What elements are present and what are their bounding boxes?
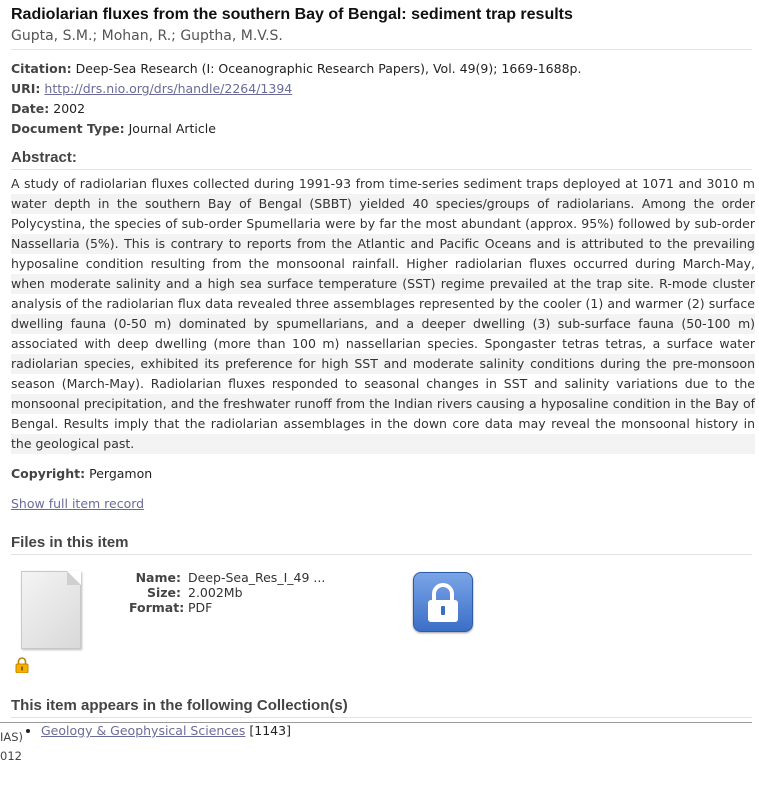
access-lock-icon[interactable]	[413, 572, 473, 632]
date-label: Date:	[11, 101, 50, 116]
page-title: Radiolarian fluxes from the southern Bay of Bengal: sediment trap results	[11, 6, 573, 23]
uri-row	[11, 79, 752, 99]
doctype-row	[11, 119, 752, 139]
citation-value: Deep-Sea Research (I: Oceanographic Research Papers), Vol. 49(9); 1669-1688p.	[75, 61, 582, 76]
footer	[0, 722, 752, 723]
item-view	[11, 0, 755, 740]
footer-line-1: IAS)	[0, 730, 24, 744]
metadata	[11, 59, 752, 139]
uri-label: URI:	[11, 81, 41, 96]
file-format-label: Format:	[129, 600, 185, 615]
list-item	[41, 722, 752, 740]
authors: Gupta, S.M.; Mohan, R.; Guptha, M.V.S.	[11, 28, 283, 44]
collections-list	[11, 722, 752, 740]
abstract-heading: Abstract:	[11, 149, 77, 166]
abstract-text: A study of radiolarian fluxes collected during 1991-93 from time-series sediment traps deployed at 1071 and 3010 m water depth in the southern Bay of Bengal (SBBT) yielded 40 species/groups of radiolarians. Among the order Polycystina, the species of sub-order Spumellaria were by far the most abundant (approx. 95%) followed by sub-order Nassellaria (5%). This is contrary to reports from the Atlantic and Pacific Oceans and is attributed to the prevailing hyposaline condition resulting from the monsoonal rainfall. Higher radiolarian fluxes occurred during March-May, when moderate salinity and a high sea surface temperature (SST) regime prevailed at the trap site. R-mode cluster analysis of the radiolarian flux data revealed three assemblages represented by the cooler (1) and warmer (2) surface dwelling fauna (0-50 m) dominated by spumellarians, and a deeper dwelling (3) sub-surface fauna (50-100 m) associated with deep dwelling (more than 100 m) nassellarian species. Spongaster tetras tetras, a surface water radiolarian species, exhibited its preference for high SST and moderate salinity conditions during the pre-monsoon season (March-May). Radiolarian fluxes responded to seasonal changes in SST and salinity variations due to the monsoonal precipitation, and the freshwater runoff from the Indian rivers causing a hyposaline condition in the Bay of Bengal. Results imply that the radiolarian assemblages in the down core data may reveal the monsoonal history in the geological past.	[11, 174, 755, 454]
copyright-label: Copyright:	[11, 466, 86, 481]
abstract-text-block	[11, 174, 755, 454]
date-value: 2002	[53, 101, 86, 116]
citation-label: Citation:	[11, 61, 72, 76]
divider	[11, 717, 752, 718]
copyright-value: Pergamon	[89, 466, 153, 481]
file-thumbnail-icon[interactable]	[21, 571, 81, 649]
files-heading: Files in this item	[11, 534, 129, 551]
date-row	[11, 99, 752, 119]
file-name-value: Deep-Sea_Res_I_49 ...	[188, 570, 326, 585]
file-format-value: PDF	[188, 600, 213, 615]
divider	[11, 169, 752, 170]
divider	[11, 49, 752, 50]
citation-row	[11, 59, 752, 79]
footer-line-2: 012	[0, 749, 22, 763]
restricted-lock-icon	[15, 657, 29, 673]
uri-link[interactable]: http://drs.nio.org/drs/handle/2264/1394	[44, 81, 293, 96]
collection-count: [1143]	[249, 723, 291, 738]
file-name-label: Name:	[135, 570, 181, 585]
copyright-row	[11, 464, 752, 484]
collection-link[interactable]: Geology & Geophysical Sciences	[41, 723, 246, 738]
file-size-value: 2.002Mb	[188, 585, 243, 600]
doctype-label: Document Type:	[11, 121, 125, 136]
show-full-item-record-link[interactable]: Show full item record	[11, 496, 145, 511]
collections-heading: This item appears in the following Collection(s)	[11, 697, 348, 714]
file-info	[129, 570, 325, 615]
file-item	[11, 555, 752, 675]
file-size-label: Size:	[146, 585, 181, 600]
doctype-value: Journal Article	[128, 121, 216, 136]
